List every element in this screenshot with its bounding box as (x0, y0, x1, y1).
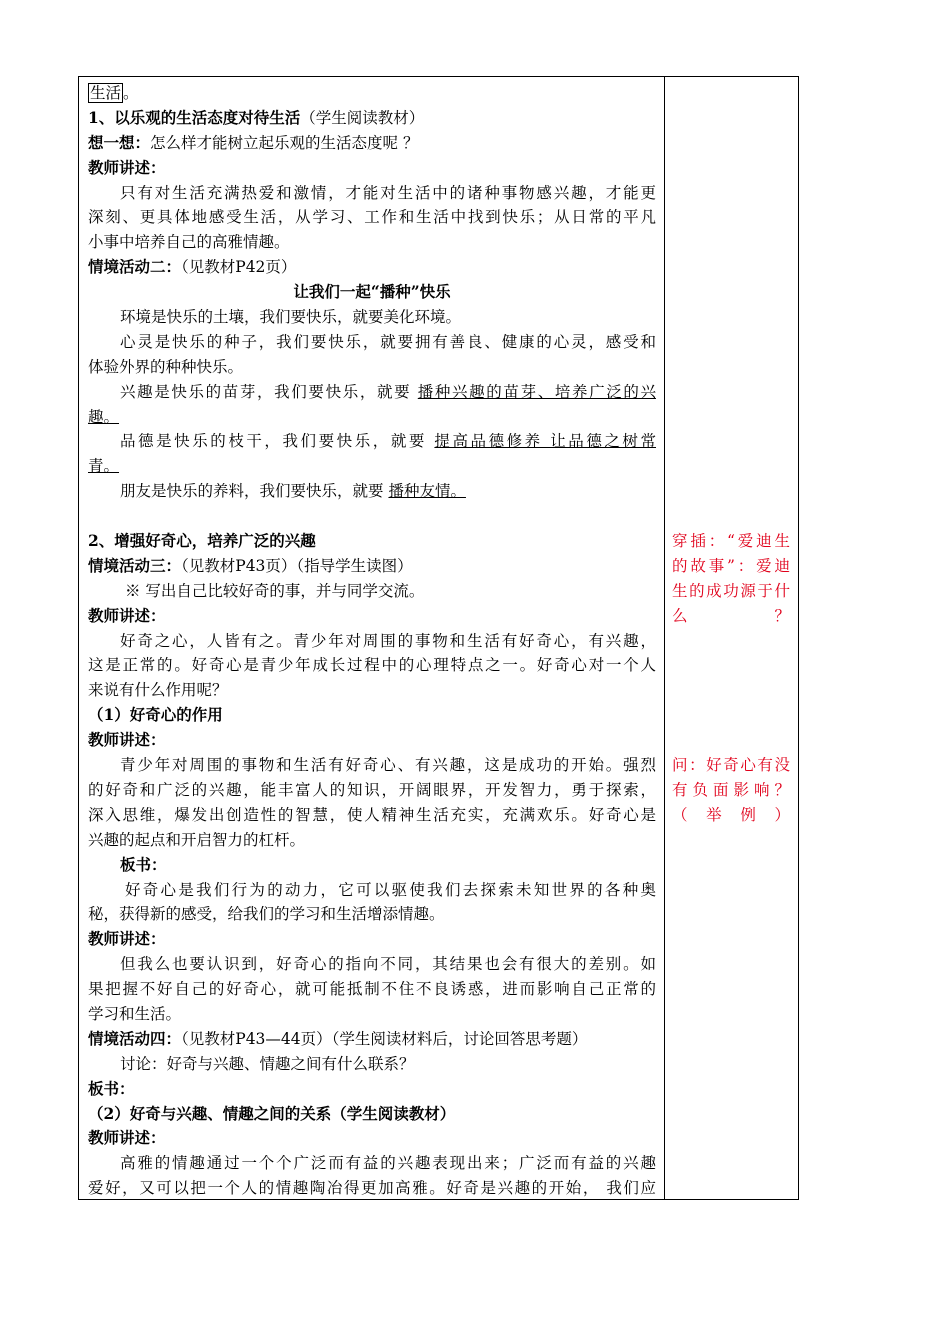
side-note-line: 么？ (672, 606, 790, 625)
text-line (88, 305, 656, 330)
heading-text: 让我们一起“播种”快乐 (293, 282, 451, 302)
text-line (88, 828, 656, 853)
text-line (88, 1176, 656, 1201)
text-line (88, 853, 656, 878)
text-line (88, 230, 656, 255)
text-line (88, 1151, 656, 1176)
answer-text: 播种兴趣的苗芽、培养广泛的兴 (417, 382, 656, 401)
side-note-line: （举例） (672, 806, 790, 825)
text-line (88, 131, 656, 156)
heading-text: 情境活动三： (88, 555, 182, 575)
text-line (88, 902, 656, 927)
side-note (672, 529, 790, 629)
text-line (88, 977, 656, 1002)
body-text: 这是正常的。好奇心是青少年成长过程中的心理特点之一。好奇心对一个人 (88, 656, 656, 675)
body-text: 兴趣的起点和开启智力的杠杆。 (88, 830, 306, 849)
text-line (88, 106, 656, 131)
text-line (88, 579, 656, 604)
text-line (88, 629, 656, 654)
lesson-plan-table (78, 76, 799, 1200)
body-text: 秘，获得新的感受，给我们的学习和生活增添情趣。 (88, 905, 445, 924)
text-line (88, 181, 656, 206)
body-text: 果把握不好自己的好奇心，就可能抵制不住不良诱惑，进而影响自己正常的 (88, 980, 656, 999)
body-text: 的好奇和广泛的兴趣，能丰富人的知识，开阔眼界，开发智力，勇于探索， (88, 780, 656, 799)
body-text: 品德是快乐的枝干，我们要快乐，就要 (120, 432, 435, 451)
body-text: 兴趣是快乐的苗芽，我们要快乐，就要 (120, 382, 418, 401)
text-line (88, 255, 656, 280)
text-line (88, 504, 656, 529)
body-text: 怎么样才能树立起乐观的生活态度呢 ？ (150, 133, 419, 152)
heading-text: 板书： (120, 854, 167, 874)
text-line (88, 927, 656, 952)
body-text: 但我么也要认识到，好奇心的指向不同，其结果也会有很大的差别。如 (120, 955, 656, 974)
heading-text: 教师讲述： (88, 605, 166, 625)
answer-text: 提高品德修养 让品德之树常 (434, 432, 656, 451)
body-text: 体验外界的种种快乐。 (88, 357, 244, 376)
body-text: 来说有什么作用呢？ (88, 681, 228, 700)
heading-text: 教师讲述： (88, 1128, 166, 1148)
text-line (88, 280, 656, 305)
text-line (88, 1052, 656, 1077)
text-line (88, 429, 656, 454)
body-text: 环境是快乐的土壤，我们要快乐，就要美化环境。 (120, 308, 462, 327)
heading-text: 教师讲述： (88, 929, 166, 949)
lesson-content-column (88, 81, 656, 1201)
text-line (88, 380, 656, 405)
answer-text: 青。 (88, 457, 120, 476)
text-line (88, 728, 656, 753)
side-note-line: 生的成功源于什 (672, 581, 790, 600)
heading-text: （2）好奇与兴趣、情趣之间的关系（学生阅读教材） (88, 1103, 456, 1123)
body-text: 好奇心是我们行为的动力，它可以驱使我们去探索未知世界的各种奥 (125, 880, 656, 899)
heading-text: 教师讲述： (88, 157, 166, 177)
text-line (88, 1126, 656, 1151)
text-line (88, 1002, 656, 1027)
text-line (88, 778, 656, 803)
body-text: 好奇之心，人皆有之。青少年对周围的事物和生活有好奇心，有兴趣， (120, 631, 656, 650)
heading-text: 情境活动二： (88, 257, 182, 277)
answer-text: 播种友情。 (388, 482, 466, 501)
heading-text: （1）好奇心的作用 (88, 705, 223, 725)
text-line (88, 878, 656, 903)
text-line (88, 205, 656, 230)
body-text: ※ 写出自己比较好奇的事，并与同学交流。 (125, 581, 425, 600)
text-line (88, 156, 656, 181)
body-text: 学习和生活。 (88, 1004, 182, 1023)
body-text: 青少年对周围的事物和生活有好奇心、有兴趣，这是成功的开始。强烈 (120, 756, 656, 775)
text-line (88, 355, 656, 380)
text-line (88, 529, 656, 554)
text-line (88, 1077, 656, 1102)
body-text: 生活 (90, 84, 122, 102)
text-line (88, 554, 656, 579)
body-text: （学生阅读教材） (300, 108, 425, 127)
side-note-line: 的故事”：爱迪 (672, 557, 790, 576)
text-line (88, 803, 656, 828)
text-line (88, 454, 656, 479)
body-text: （见教材P42页） (181, 258, 297, 277)
text-line (88, 330, 656, 355)
text-line (88, 1027, 656, 1052)
body-text: 讨论：好奇与兴趣、情趣之间有什么联系？ (120, 1054, 415, 1073)
body-text: 小事中培养自己的高雅情趣。 (88, 233, 290, 252)
body-text: （见教材P43—44页）（学生阅读材料后，讨论回答思考题） (181, 1029, 588, 1048)
heading-text: 1、以乐观的生活态度对待生活 (88, 107, 301, 127)
body-text: 高雅的情趣通过一个个广泛而有益的兴趣表现出来；广泛而有益的兴趣 (120, 1154, 656, 1173)
text-line (88, 703, 656, 728)
answer-text: 趣。 (88, 407, 120, 426)
text-line (88, 1102, 656, 1127)
heading-text: 板书： (88, 1078, 135, 1098)
body-text: （见教材P43页）（指导学生读图） (181, 556, 413, 575)
text-line (88, 405, 656, 430)
body-text: 只有对生活充满热爱和激情，才能对生活中的诸种事物感兴趣，才能更 (120, 183, 656, 202)
body-text: 。 (123, 84, 139, 102)
text-line (88, 604, 656, 629)
heading-text: 想一想： (88, 132, 151, 152)
body-text: 深入思维，爆发出创造性的智慧，使人精神生活充实，充满欢乐。好奇心是 (88, 805, 656, 824)
text-line (88, 952, 656, 977)
body-text: 深刻、更具体地感受生活，从学习、工作和生活中找到快乐；从日常的平凡 (88, 208, 656, 227)
side-note-line: 有 负 面 影 响 ？ (672, 781, 790, 800)
side-note-line: 穿插：“爱迪生 (672, 532, 790, 551)
body-text: 心灵是快乐的种子，我们要快乐，就要拥有善良、健康的心灵，感受和 (120, 332, 656, 351)
text-line (88, 479, 656, 504)
side-note-line: 问：好奇心有没 (672, 756, 790, 775)
column-divider (664, 77, 665, 1199)
heading-text: 情境活动四： (88, 1028, 182, 1048)
text-line (88, 81, 656, 106)
heading-text: 2、增强好奇心，培养广泛的兴趣 (88, 531, 316, 551)
heading-text: 教师讲述： (88, 730, 166, 750)
side-note (672, 753, 790, 828)
text-line (88, 753, 656, 778)
text-line (88, 653, 656, 678)
body-text: 朋友是快乐的养料，我们要快乐，就要 (120, 482, 389, 501)
text-line (88, 678, 656, 703)
body-text: 爱好，又可以把一个人的情趣陶冶得更加高雅。好奇是兴趣的开始， 我们应 (88, 1179, 656, 1198)
